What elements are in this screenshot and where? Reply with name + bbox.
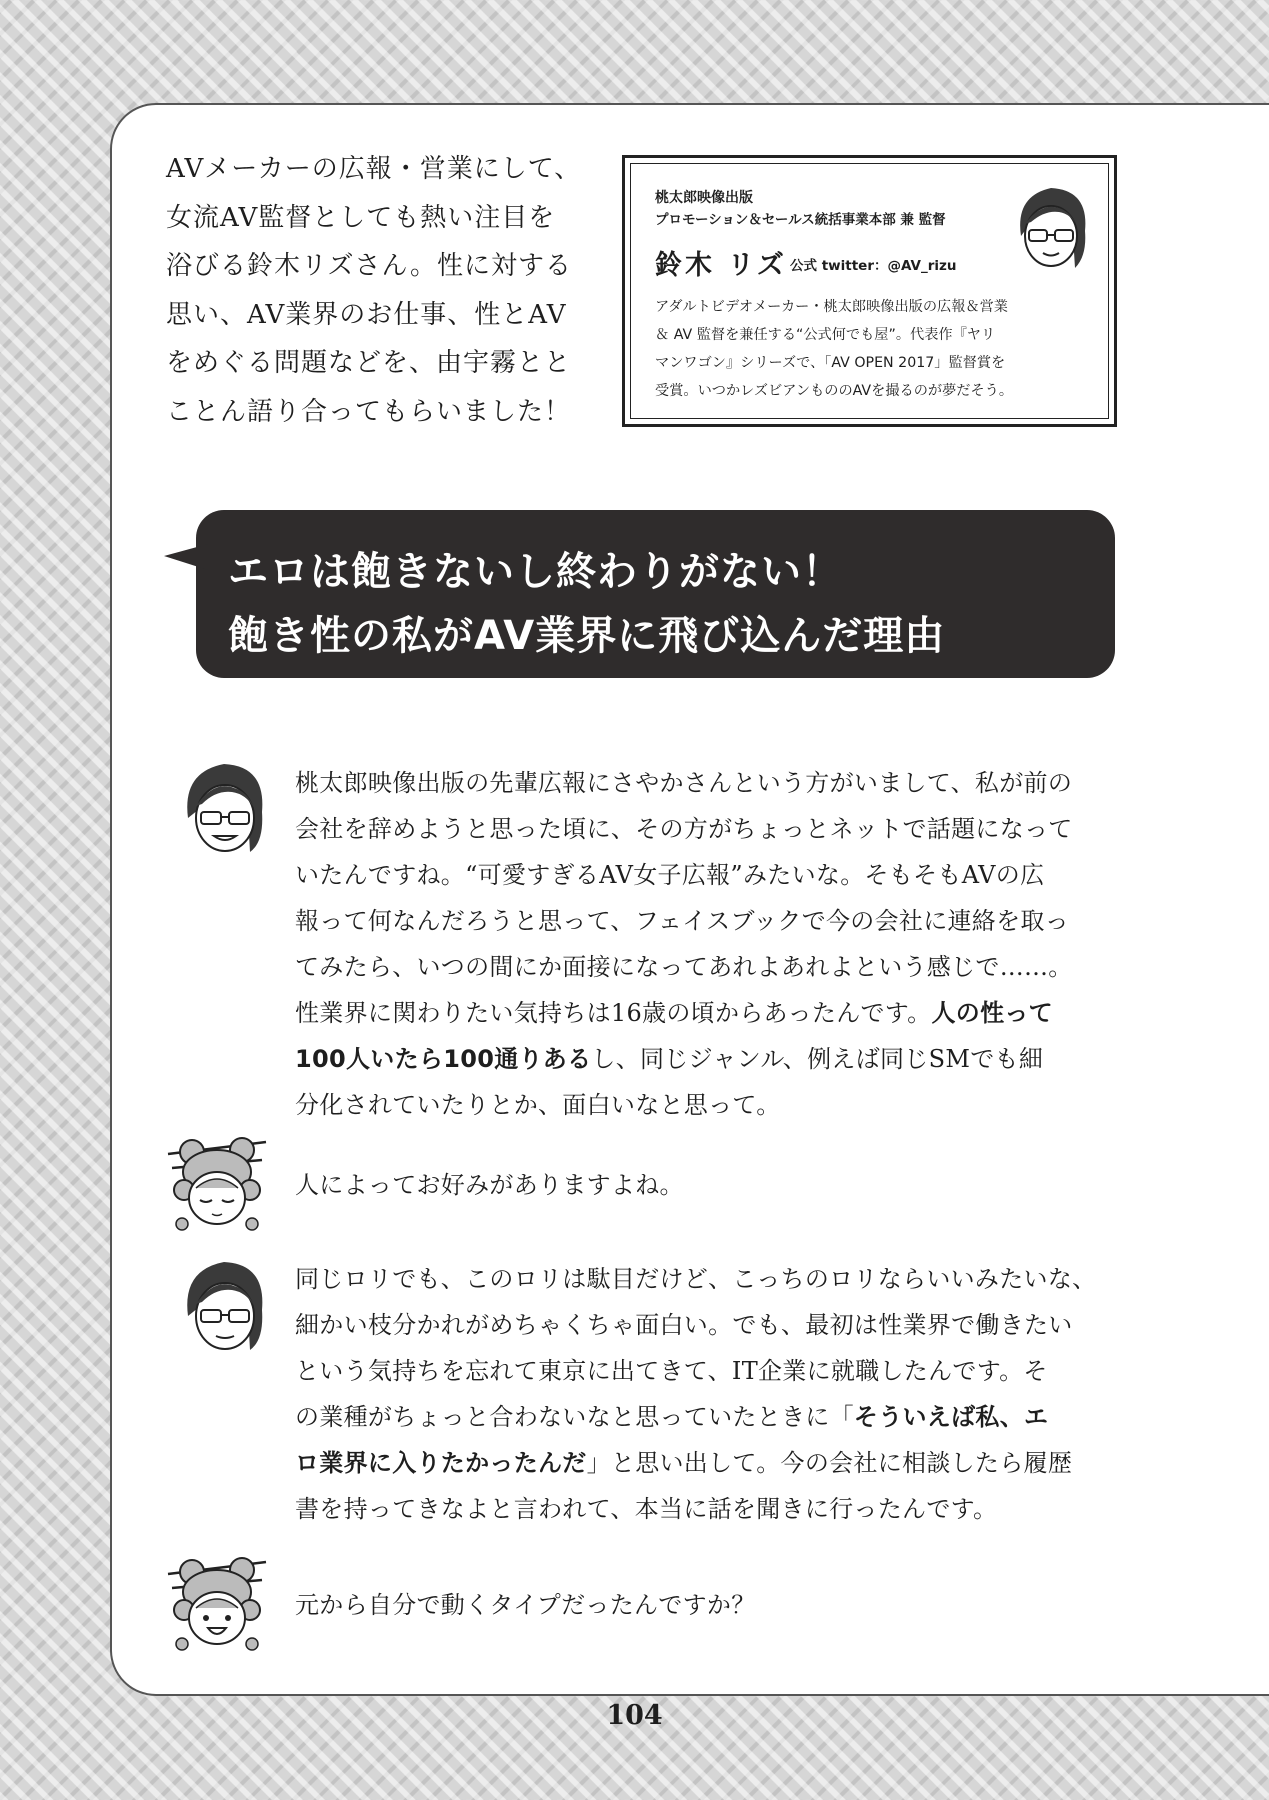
dialogue-line: 細かい枝分かれがめちゃくちゃ面白い。でも、最初は性業界で働きたい — [295, 1311, 1073, 1339]
profile-name: 鈴木 リズ — [655, 250, 787, 281]
profile-twitter: 公式 twitter：@AV_rizu — [790, 258, 957, 274]
profile-description-line: マンワゴン』シリーズで、「AV OPEN 2017」監督賞を — [655, 355, 1006, 371]
dialogue-block-rizu-1 — [295, 760, 1135, 1128]
dialogue-emphasis: 100人いたら100通りある — [295, 1045, 592, 1073]
dialogue-block-yuugiri-2 — [295, 1582, 1135, 1628]
profile-description — [655, 293, 1095, 405]
dialogue-line: てみたら、いつの間にか面接になってあれよあれよという感じで……。 — [295, 953, 1073, 981]
dialogue-line: 会社を辞めようと思った頃に、その方がちょっとネットで話題になって — [295, 815, 1073, 843]
intro-paragraph — [166, 145, 606, 436]
profile-description-line: アダルトビデオメーカー・桃太郎映像出版の広報＆営業 — [655, 299, 1008, 315]
dialogue-line — [295, 990, 1135, 1036]
profile-box — [622, 155, 1117, 427]
headline — [228, 540, 945, 668]
dialogue-line: 同じロリでも、このロリは駄目だけど、こっちのロリならいいみたいな、 — [295, 1265, 1097, 1293]
dialogue-line: 人によってお好みがありますよね。 — [295, 1171, 684, 1199]
profile-description-line: 受賞。いつかレズビアンもののAVを撮るのが夢だそう。 — [655, 383, 1014, 399]
dialogue-line: 分化されていたりとか、面白いなと思って。 — [295, 1091, 781, 1119]
dialogue-text: の業種がちょっと合わないなと思っていたときに「 — [295, 1403, 854, 1431]
headline-line: 飽き性の私がAV業界に飛び込んだ理由 — [228, 613, 946, 659]
intro-line: 浴びる鈴木リズさん。性に対する — [166, 251, 573, 281]
headline-line: エロは飽きないし終わりがない！ — [228, 549, 843, 595]
dialogue-emphasis: 人の性って — [931, 999, 1053, 1027]
dialogue-text: 性業界に関わりたい気持ちは16歳の頃からあったんです。 — [295, 999, 932, 1027]
speech-bubble-tail — [162, 540, 208, 574]
dialogue-line: 桃太郎映像出版の先輩広報にさやかさんという方がいまして、私が前の — [295, 769, 1073, 797]
intro-line: AVメーカーの広報・営業にして、 — [166, 154, 582, 184]
yuugiri-avatar-icon — [162, 1128, 272, 1238]
dialogue-line — [295, 1036, 1135, 1082]
page-number: 104 — [606, 1700, 663, 1731]
yuugiri-avatar-icon — [162, 1548, 272, 1658]
profile-role: プロモーション＆セールス統括事業本部 兼 監督 — [655, 212, 946, 228]
dialogue-text: し、同じジャンル、例えば同じSMでも細 — [591, 1045, 1044, 1073]
dialogue-emphasis: そういえば私、エ — [853, 1403, 1049, 1431]
intro-line: 思い、AV業界のお仕事、性とAV — [166, 299, 567, 330]
dialogue-line — [295, 1440, 1135, 1486]
dialogue-block-rizu-2 — [295, 1256, 1135, 1532]
profile-org: 桃太郎映像出版 — [655, 190, 753, 206]
dialogue-text: 」と思い出して。今の会社に相談したら履歴 — [586, 1449, 1073, 1477]
rizu-avatar-icon — [170, 752, 280, 862]
dialogue-line: 報って何なんだろうと思って、フェイスブックで今の会社に連絡を取っ — [295, 907, 1069, 935]
dialogue-block-yuugiri-1 — [295, 1162, 1135, 1208]
profile-description-line: ＆ AV 監督を兼任する“公式何でも屋”。代表作『ヤリ — [655, 327, 996, 343]
dialogue-line — [295, 1394, 1135, 1440]
dialogue-line: 書を持ってきなよと言われて、本当に話を聞きに行ったんです。 — [295, 1495, 998, 1523]
profile-avatar-icon — [1001, 176, 1101, 276]
dialogue-line: いたんですね。“可愛すぎるAV女子広報”みたいな。そもそもAVの広 — [295, 861, 1045, 889]
intro-line: をめぐる問題などを、由宇霧とと — [166, 348, 572, 378]
dialogue-line: 元から自分で動くタイプだったんですか？ — [295, 1591, 756, 1619]
intro-line: ことん語り合ってもらいました！ — [166, 396, 572, 427]
intro-line: 女流AV監督としても熱い注目を — [166, 202, 556, 233]
dialogue-line: という気持ちを忘れて東京に出てきて、IT企業に就職したんです。そ — [295, 1357, 1048, 1385]
dialogue-emphasis: ロ業界に入りたかったんだ — [295, 1449, 587, 1477]
rizu-avatar-icon — [170, 1250, 280, 1360]
